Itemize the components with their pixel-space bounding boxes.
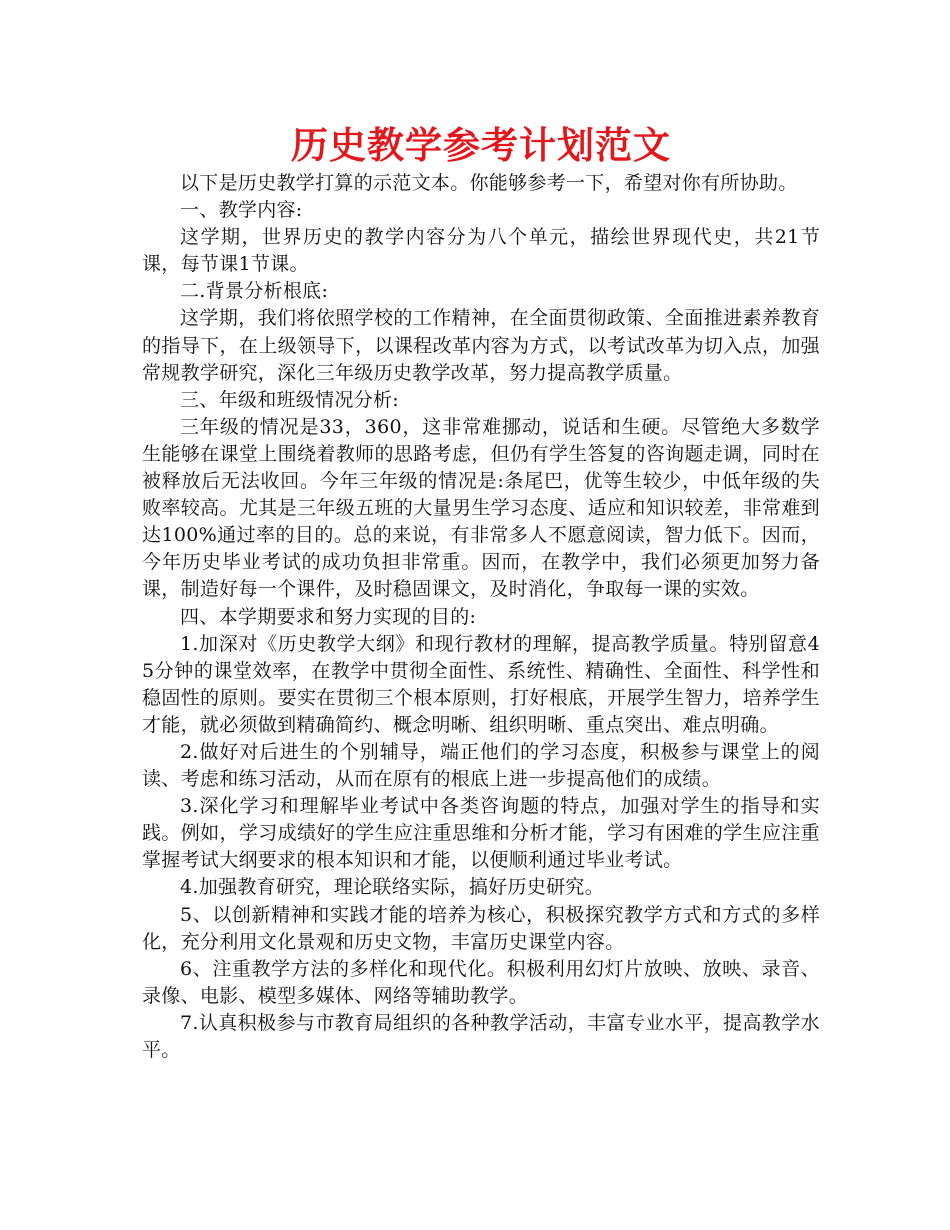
heading-teaching-content: 一、教学内容:	[180, 199, 303, 222]
document-page	[142, 118, 820, 1064]
goal-item-7: 7.认真积极参与市教育局组织的各种教学活动，丰富专业水平，提高教学水平。	[142, 1011, 820, 1061]
document-title: 历史教学参考计划范文	[291, 123, 671, 167]
paragraph-class-analysis: 三年级的情况是33，360，这非常难挪动，说话和生硬。尽管绝大多数学生能够在课堂上围绕着教师的思路考虑，但仍有学生答复的咨询题走调，同时在被释放后无法收回。今年三年级的情况是:条尾巴，优等生较少，中低年级的失败率较高。尤其是三年级五班的大量男生学习态度、适应和知识较差，非常难到达100%通过率的目的。总的来说，有非常多人不愿意阅读，智力低下。因而，今年历史毕业考试的成功负担非常重。因而，在教学中，我们必须更加努力备课，制造好每一个课件，及时稳固课文，及时消化，争取每一课的实效。	[142, 415, 820, 601]
goal-item-2: 2.做好对后进生的个别辅导，端正他们的学习态度，积极参与课堂上的阅读、考虑和练习活动，从而在原有的根底上进一步提高他们的成绩。	[142, 740, 820, 791]
goal-item-1: 1.加深对《历史教学大纲》和现行教材的理解，提高教学质量。特别留意45分钟的课堂效率，在教学中贯彻全面性、系统性、精确性、全面性、科学性和稳固性的原则。要实在贯彻三个根本原则，打好根底，开展学生智力，培养学生才能，就必须做到精确简约、概念明晰、组织明晰、重点突出、难点明确。	[142, 632, 820, 736]
heading-goals: 四、本学期要求和努力实现的目的:	[180, 605, 477, 628]
goal-item-6: 6、注重教学方法的多样化和现代化。积极利用幻灯片放映、放映、录音、录像、电影、模型多媒体、网络等辅助教学。	[142, 957, 820, 1007]
paragraph-intro: 以下是历史教学打算的示范文本。你能够参考一下，希望对你有所协助。	[180, 172, 798, 194]
paragraph-background: 这学期，我们将依照学校的工作精神，在全面贯彻政策、全面推进素养教育的指导下，在上级领导下，以课程改革内容为方式，以考试改革为切入点，加强常规教学研究，深化三年级历史教学改革，努力提高教学质量。	[142, 307, 820, 384]
goal-item-4: 4.加强教育研究，理论联络实际，搞好历史研究。	[180, 876, 605, 899]
heading-background: 二.背景分析根底:	[180, 280, 329, 303]
heading-class-analysis: 三、年级和班级情况分析:	[180, 388, 400, 411]
goal-item-5: 5、以创新精神和实践才能的培养为核心，积极探究教学方式和方式的多样化，充分利用文化景观和历史文物，丰富历史课堂内容。	[142, 903, 820, 953]
goal-item-3: 3.深化学习和理解毕业考试中各类咨询题的特点，加强对学生的指导和实践。例如，学习成绩好的学生应注重思维和分析才能，学习有困难的学生应注重掌握考试大纲要求的根本知识和才能，以便顺利通过毕业考试。	[142, 795, 820, 872]
paragraph-teaching-content: 这学期，世界历史的教学内容分为八个单元，描绘世界现代史，共21节课，每节课1节课。	[142, 226, 820, 276]
